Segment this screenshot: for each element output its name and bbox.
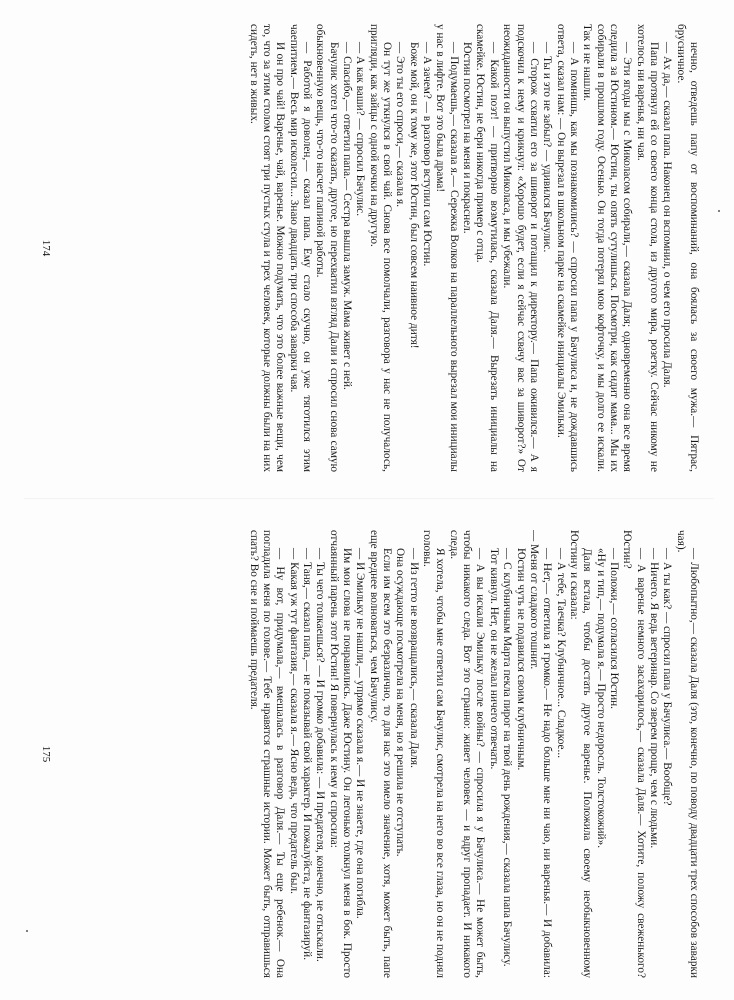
paragraph: Юстин посмотрел на меня и покраснел.: [461, 42, 474, 234]
paragraph: — Подумаешь,— сказала я.— Сережка Волков на параллельного вырезал мои инициалы у нас в лифте. Вот это была драма!: [434, 24, 460, 472]
paragraph: — Ах да,— сказал папа. Наконец он вспомнил, о чем его просила Даля.: [661, 42, 674, 388]
paragraph: Бачулис хотел что-то сказать, другое, но перехватил взгляд Дали и спросил снова самую обыкновенную вещь, что-то насчет папиной работы.: [314, 24, 340, 472]
paragraph: — Эти ягоды мы с Миколасом собирали,— сказала Даля; одновременно она все время следила за Юстином.— Юстин, ты опять сутулишься. Посмотри, как сидит мама... Мы их собирали в прошлом году. Осенью. Он тогда потерял мою кофточку, и мы долго ее искали. Так и не нашли.: [581, 24, 634, 472]
paragraph: «Ну и тип,— подумала я.— Просто недоросль. Толстокожий».: [594, 548, 607, 849]
paragraph: — Работой я доволен,— сказал папа. Ему стало скучно, он уже тяготился этим чаепитием.— Весь мир исколесил... Знаю двадцать три способа заварки чая.: [287, 24, 314, 472]
page-175-text: [246, 530, 700, 978]
paragraph: — Любопытно,— сказала Даля (это, конечно, по поводу двадцати трех способов заварки чая).: [674, 530, 700, 978]
paragraph: — Сторож схватил его за шиворот и потащил к директору.— Папа оживился.— А я подскочил к нему и крикнул: «Хорошо будет, если я сейчас схвачу вас за шиворот?» От неожиданности он выпустил Миколаса, и мы убежали.: [501, 24, 540, 472]
paragraph: Он тут же уткнулся в свой чай. Снова все помолчали, разговора у нас не получалось, пригляди, как зайцы с одной кочки на другую.: [367, 24, 394, 472]
paragraph: — Это ты его спроси,— сказала я.: [394, 42, 407, 208]
paragraph: Тот кивнул. Нет, он не желал ничего отвечать.: [487, 548, 500, 770]
paragraph: — А варенье немного засахарилось,— сказала Даля.— Хотите, положу свеженького? Юстин?: [621, 530, 647, 978]
paragraph: — Ничего. Я ведь ветеринар. Со зверем проще, чем с людьми.: [647, 548, 660, 849]
paragraph: Папа протянул ей со своего конца стола, из другого мира, розетку. Сейчас никому не хотелось ни варенья, ни чая.: [634, 24, 660, 472]
paragraph: — А как ваши? — спросил Бачулис.: [354, 42, 367, 217]
page-174-text: [246, 24, 700, 472]
paragraph: — И Эмильку не нашли,— упрямо сказала я.— И не знаете, где она погибла.: [354, 548, 367, 919]
paragraph: — Таня,— сказал папа,— не показывай свой характер. И пожалуйста, не фантазируй.: [301, 548, 314, 961]
paragraph: Им мои слова не понравились. Даже Юстину. Он легонько толкнул меня в бок. Просто отчаянный парень этот Юстин! Я повернулась к нему и спросила:: [327, 530, 354, 978]
paragraph: — Из гетто не возвращались,— сказала Даля.: [407, 548, 420, 768]
paragraph: — Положи,— согласился Юстин.: [607, 548, 620, 710]
paragraph: И он про чай! Варенье, чай, варенье. Можно подумать, что это более важные вещи, чем то, что за этим столом стоят три пустых стула и трех человек, которые должны были на них сидеть, нет в живых.: [247, 24, 287, 472]
paragraph: — А зачем? — в разговор вступил сам Юстин.: [421, 42, 434, 267]
paragraph: — Какая уж тут фантазия,— сказала я.— Ясно ведь, что предатель был.: [287, 548, 300, 894]
paragraph: Юстин чуть не подавился своим клубничным.: [514, 548, 527, 771]
page-number-175: 175: [40, 745, 52, 763]
paragraph: Я хотела, чтобы мне ответил сам Бачулис, смотрела на него во все глаза, но он не поднял головы.: [421, 530, 447, 978]
paragraph: — Ну вот, придумала,— вмешалась в разговор Даля.— Ты еще ребенок.— Она погладила меня по голове.— Тебе нравятся страшные истории. Может быть, отправишься спать? Во сне и поймаешь предателя.: [247, 530, 287, 978]
paragraph: — Ты чего толкаешься? — И громко добавила: — И предателя, конечно, не отыскали.: [314, 548, 327, 962]
paragraph: — Ты и это не забыл? — удивился Бачулис.: [541, 42, 554, 253]
scan-speck: [718, 210, 720, 212]
paragraph: Она осуждающе посмотрела на меня, но я решила не отступать.: [394, 548, 407, 857]
paragraph: — Нет,— ответила я громко.— Не надо больше мне ни чаю, ни варенья.— И добавила: — Меня от сладкого тошнит.: [527, 530, 554, 978]
paragraph: — А помнишь, как мы познакомились? — спросил папа у Бачулиса и, не дождавшись ответа, сказал нам: — Он вырезал в школьном парке на скамейке инициалы Эмильки.: [554, 24, 580, 472]
paragraph: Даля встала, чтобы достать другое варенье. Положила своему необыкновенному Юстину и сказала:: [567, 530, 594, 978]
page-175: [60, 530, 700, 978]
paragraph: — А ты как? — спросил папа у Бачулиса.— Вообще?: [661, 548, 674, 806]
scan-speck: [26, 930, 28, 932]
paragraph: — А вы искали Эмильку после войны? — спросила я у Бачулиса.— Не может быть, чтобы никакого следа. Вот это странно: живет человек — и вдруг пропадает. И никакого следа.: [447, 530, 487, 978]
paragraph: Боже мой, он к тому же, этот Юстин, был совсем наивное дитя!: [407, 42, 420, 349]
page-174: [60, 24, 700, 472]
paragraph: — С клубничным Марта пекла пирог на твой день рождения,— сказала папа Бачулису.: [501, 548, 514, 967]
paragraph: — А тебе, Таечка? Клубничное... Сладкое...: [554, 548, 567, 759]
page-gutter: [24, 498, 714, 499]
paragraph: Если им всем это безразлично, то для нас это имело значение, хотя, может быть, папе еще вреднее волноваться, чем Бачулису.: [367, 530, 394, 978]
paragraph: — Спасибо,— ответил папа.— Сестра вышла замуж. Мама живет с ней.: [341, 42, 354, 390]
paragraph: нечно, отведешь папу от воспоминаний, она боялась за своего мужа.— Пятрас, брусничное.: [674, 24, 700, 472]
paragraph: — Какой поэт! — притворно возмутилась, сказала Даля.— Вырезать инициалы на скамейке. Юстин, не бери никогда пример с отца.: [474, 24, 500, 472]
page-number-174: 174: [40, 239, 52, 257]
